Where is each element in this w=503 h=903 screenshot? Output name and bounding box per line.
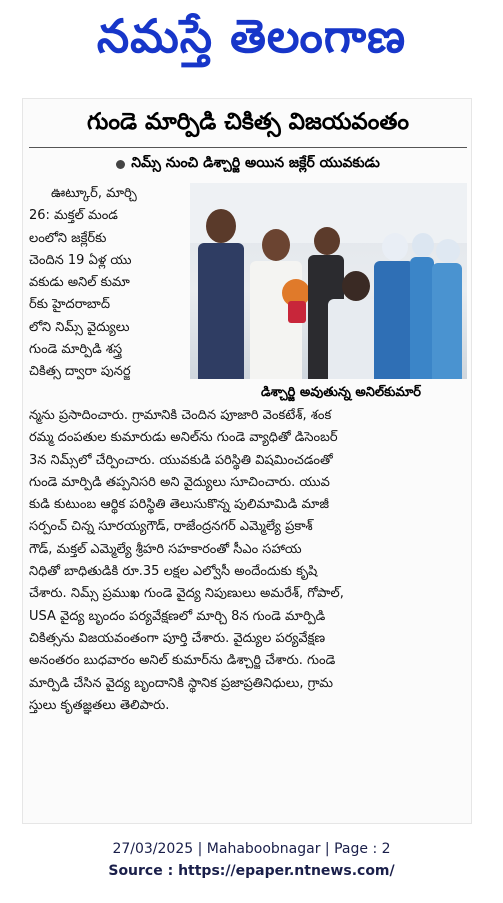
body-line: న్మను ప్రసాదించారు. గ్రామానికి చెందిన పూజారి వెంకటేశ్, శంక (29, 408, 332, 423)
photo-person-head (436, 239, 460, 263)
lead-line: లంలోని జక్లేర్‌కు (29, 230, 107, 246)
lead-line: ఊట్కూర్, మార్చి (51, 186, 137, 201)
footer-separator: | (320, 841, 335, 857)
lead-line: ర్‌కు హైదరాబాద్ (29, 297, 111, 313)
body-line: మార్పిడి చేసిన వైద్య బృందానికి స్థానిక ప్రజాప్రతినిధులు, గ్రామ (29, 675, 333, 691)
body-line: గుండె మార్పిడి తప్పనిసరి అని వైద్యులు సూచించారు. యువ (29, 474, 330, 490)
body-line: చికిత్సను విజయవంతంగా పూర్తి చేశారు. వైద్యుల పర్యవేక్షణ (29, 630, 326, 646)
body-line: 3న నిమ్స్‌లో చేర్పించారు. యువకుడి పరిస్థితి విషమించడంతో (29, 452, 333, 468)
footer-page: Page : 2 (334, 841, 391, 857)
footer-meta (0, 838, 503, 860)
body-line: రమ్మ దంపతుల కుమారుడు అనిల్‌ను గుండె వ్యాధితో డిసెంబర్ (29, 430, 338, 446)
footer (0, 838, 503, 882)
footer-source[interactable]: Source : https://epaper.ntnews.com/ (108, 863, 395, 879)
headline-rule (29, 147, 467, 148)
photo-person-head (342, 271, 370, 301)
news-photo (190, 183, 467, 379)
body-line: అనంతరం బుధవారం అనిల్ కుమార్‌ను డిశ్చార్జి చేశారు. గుండె (29, 653, 336, 669)
headline (23, 103, 472, 147)
newspaper-title: నమస్తే తెలంగాణ (96, 9, 407, 63)
lead-paragraph (29, 183, 187, 384)
photo-caption (216, 383, 466, 405)
photo-person (374, 261, 414, 379)
photo-person-head (262, 229, 290, 261)
headline-text: గుండె మార్పిడి చికిత్స విజయవంతం (86, 109, 409, 135)
footer-separator: | (193, 841, 207, 857)
body-line: USA వైద్య బృందం పర్యవేక్షణలో మార్చి 8న గుండె మార్పిడి (29, 608, 326, 624)
photo-caption-text: డిశ్చార్జి అవుతున్న అనిల్‌కుమార్ (260, 385, 422, 400)
article-body (29, 405, 467, 717)
subheadline-text: నిమ్స్ నుంచి డిశ్చార్జి అయిన జక్లేర్ యువకుడు (131, 154, 380, 171)
lead-line: వకుడు అనిల్ కుమా (29, 275, 130, 291)
body-line: చేశారు. నిమ్స్ ప్రముఖ గుండె వైద్య నిపుణులు అమరేశ్, గోపాల్, (29, 586, 344, 602)
lead-line: 26: మక్తల్ మండ (29, 208, 118, 224)
photo-person (432, 263, 462, 379)
photo-person (198, 243, 244, 379)
body-line: సర్పంచ్ చిన్న సూరయ్యగౌడ్, రాజేంద్రనగర్ ఎమ్మెల్యే ప్రకాశ్ (29, 519, 313, 535)
footer-edition: Mahaboobnagar (206, 841, 321, 857)
news-clipping (22, 98, 472, 824)
body-line: నిధితో బాధితుడికి రూ.35 లక్షల ఎల్వోసీ అందేందుకు కృషి (29, 564, 318, 580)
body-line: గౌడ్, మక్తల్ ఎమ్మెల్యే శ్రీహరి సహకారంతో సీఎం సహాయ (29, 541, 302, 557)
bouquet-wrap (288, 301, 306, 323)
photo-person (410, 257, 434, 379)
lead-line: చెందిన 19 ఏళ్ల యు (29, 252, 132, 268)
photo-person-head (412, 233, 434, 257)
lead-line: లోని నిమ్స్ వైద్యులు (29, 319, 130, 335)
photo-person-head (206, 209, 236, 243)
bullet-icon (116, 160, 125, 169)
lead-line: చికిత్స ద్వారా పునర్జ (29, 364, 131, 380)
photo-person-head (314, 227, 340, 255)
masthead (0, 4, 503, 80)
subheadline (23, 151, 472, 177)
body-line: కుడి కుటుంబ ఆర్థిక పరిస్థితి తెలుసుకొన్న పులిమామిడి మాజీ (29, 497, 329, 513)
body-line: స్తులు కృతజ్ఞతలు తెలిపారు. (29, 697, 170, 713)
photo-person-head (382, 233, 408, 261)
lead-line: గుండె మార్పిడి శస్త్ర (29, 342, 123, 358)
footer-date: 27/03/2025 (112, 841, 194, 857)
